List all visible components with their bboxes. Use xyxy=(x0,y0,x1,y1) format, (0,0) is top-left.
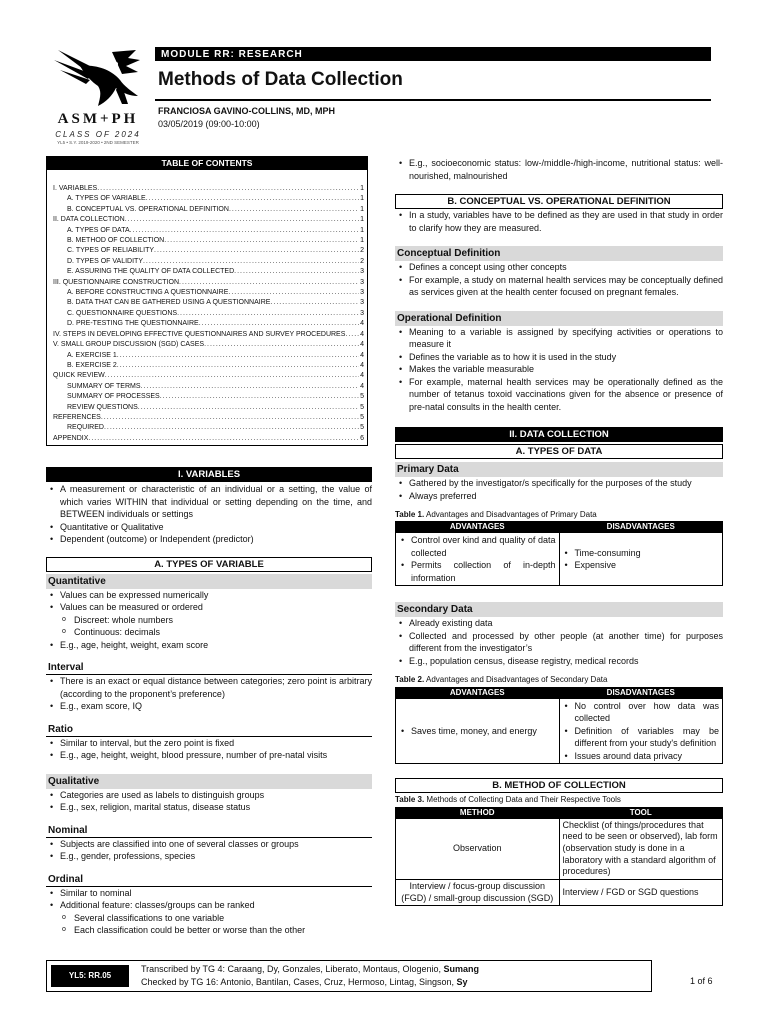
list-item: • Additional feature: classes/groups can be ranked xyxy=(60,899,372,912)
toc-entry[interactable]: REVIEW QUESTIONS ..... 5 xyxy=(53,403,364,413)
conceptual-definition-heading: Conceptual Definition xyxy=(395,246,723,261)
list-item: • Subjects are classified into one of several classes or groups xyxy=(60,838,372,851)
table-cell: Observation xyxy=(396,818,560,879)
toc-entry[interactable]: V. SMALL GROUP DISCUSSION (SGD) CASES ..... 4 xyxy=(53,340,364,350)
toc-entry[interactable]: D. PRE-TESTING THE QUESTIONNAIRE ..... 4 xyxy=(53,319,364,329)
list-item: • Saves time, money, and energy xyxy=(411,725,556,738)
list-item: o Discreet: whole numbers xyxy=(74,614,372,627)
list-item: • Quantitative or Qualitative xyxy=(60,521,372,534)
toc-entry[interactable]: APPENDIX ..... 6 xyxy=(53,434,364,444)
toc-entry[interactable]: D. TYPES OF VALIDITY ..... 2 xyxy=(53,257,364,267)
socioeconomic-example xyxy=(395,157,723,182)
title-divider xyxy=(155,99,711,101)
operational-definition-heading: Operational Definition xyxy=(395,311,723,326)
list-item: o Several classifications to one variable xyxy=(74,912,372,925)
list-item: • Gathered by the investigator/s specifically for the purposes of the study xyxy=(409,477,723,490)
toc-entry[interactable]: REFERENCES ..... 5 xyxy=(53,413,364,423)
eagle-emblem-icon xyxy=(50,46,146,112)
table-2-caption: Table 2. Advantages and Disadvantages of Secondary Data xyxy=(395,675,608,685)
logo-class-year: CLASS OF 2024 xyxy=(55,129,141,139)
list-item: • For example, maternal health services may be operationally defined as the number of tetanus toxoid vaccinations given for the absence or presence of pre-natal consults in the health center. xyxy=(409,376,723,414)
table-cell xyxy=(396,698,560,764)
table-row xyxy=(396,698,723,764)
table-header: ADVANTAGES xyxy=(396,522,560,533)
toc-entry[interactable]: III. QUESTIONNAIRE CONSTRUCTION ..... 3 xyxy=(53,278,364,288)
right-column xyxy=(395,157,723,906)
list-item: • E.g., age, height, weight, blood pressure, number of pre-natal visits xyxy=(60,749,372,762)
checkers-line: Checked by TG 16: Antonio, Bantilan, Cases, Cruz, Hermoso, Lintag, Singson, Sy xyxy=(141,977,468,987)
primary-data-list xyxy=(395,477,723,502)
list-item: • E.g., population census, disease registry, medical records xyxy=(409,655,723,668)
toc-entry[interactable]: C. TYPES OF RELIABILITY ..... 2 xyxy=(53,246,364,256)
table-row xyxy=(396,533,723,586)
table-cell: Interview / focus-group discussion (FGD) / small-group discussion (SGD) xyxy=(396,880,560,906)
list-item: • Similar to interval, but the zero point is fixed xyxy=(60,737,372,750)
page-footer xyxy=(46,960,652,992)
lecturer-name: FRANCIOSA GAVINO-COLLINS, MD, MPH xyxy=(158,106,335,116)
subsection-types-of-variable: A. TYPES OF VARIABLE xyxy=(46,557,372,572)
qualitative-heading: Qualitative xyxy=(46,774,372,789)
definition-intro-list xyxy=(395,209,723,234)
table-3-methods-and-tools xyxy=(395,807,723,907)
quantitative-list xyxy=(46,589,372,614)
table-2-secondary-data xyxy=(395,687,723,765)
table-row xyxy=(396,818,723,879)
toc-entry[interactable]: B. METHOD OF COLLECTION ..... 1 xyxy=(53,236,364,246)
toc-entry[interactable]: B. DATA THAT CAN BE GATHERED USING A QUESTIONNAIRE ..... 3 xyxy=(53,298,364,308)
list-item: • Values can be measured or ordered xyxy=(60,601,372,614)
toc-entry[interactable]: B. CONCEPTUAL VS. OPERATIONAL DEFINITION ..... 1 xyxy=(53,205,364,215)
toc-entry[interactable]: E. ASSURING THE QUALITY OF DATA COLLECTED ..... 3 xyxy=(53,267,364,277)
list-item: • Time-consuming xyxy=(575,547,720,560)
list-item: • A measurement or characteristic of an individual or a setting, the value of which varies WITHIN that individual or setting depending on the time, and BETWEEN individuals or settings xyxy=(60,483,372,521)
list-item: o Continuous: decimals xyxy=(74,626,372,639)
toc-entry[interactable]: QUICK REVIEW ..... 4 xyxy=(53,371,364,381)
secondary-data-list xyxy=(395,617,723,667)
table-header: TOOL xyxy=(559,807,723,818)
list-item: • In a study, variables have to be defined as they are used in that study in order to clarify how they are measured. xyxy=(409,209,723,234)
table-cell: Interview / FGD or SGD questions xyxy=(559,880,723,906)
nominal-list xyxy=(46,838,372,863)
class-logo xyxy=(50,46,146,158)
list-item: • Permits collection of in-depth information xyxy=(411,559,556,584)
logo-school-year: YL5 • S.Y. 2019-2020 • 2ND SEMESTER xyxy=(57,139,139,145)
table-header: DISADVANTAGES xyxy=(559,687,723,698)
list-item: • E.g., exam score, IQ xyxy=(60,700,372,713)
section-variables-heading: I. VARIABLES xyxy=(46,467,372,482)
subsection-conceptual-vs-operational: B. CONCEPTUAL VS. OPERATIONAL DEFINITION xyxy=(395,194,723,209)
table-1-caption: Table 1. Advantages and Disadvantages of Primary Data xyxy=(395,510,597,519)
list-item: • There is an exact or equal distance between categories; zero point is arbitrary (according to the proponent’s preference) xyxy=(60,675,372,700)
list-item: • No control over how data was collected xyxy=(575,700,720,725)
table-cell xyxy=(396,533,560,586)
list-item: • Defines a concept using other concepts xyxy=(409,261,723,274)
list-item: • Collected and processed by other people (at another time) for purposes different from the investigator’s xyxy=(409,630,723,655)
list-item: • Issues around data privacy xyxy=(575,750,720,763)
list-item: • For example, a study on maternal health services may be conceptually defined as services given at the health center focused on pregnant females. xyxy=(409,274,723,299)
table-row xyxy=(396,880,723,906)
list-item: o Each classification could be better or worse than the other xyxy=(74,924,372,937)
toc-title: TABLE OF CONTENTS xyxy=(47,157,367,170)
ordinal-sublist xyxy=(46,912,372,937)
list-item: • E.g., socioeconomic status: low-/middle-/high-income, nutritional status: well-nourished, malnourished xyxy=(409,157,723,182)
list-item: • Makes the variable measurable xyxy=(409,363,723,376)
toc-entry[interactable]: SUMMARY OF PROCESSES ..... 5 xyxy=(53,392,364,402)
operational-definition-list xyxy=(395,326,723,414)
toc-list xyxy=(47,170,367,444)
logo-wordmark: ASM+PH xyxy=(57,111,139,127)
list-item: • Definition of variables may be different from your study's definition xyxy=(575,725,720,750)
toc-entry[interactable]: IV. STEPS IN DEVELOPING EFFECTIVE QUESTIONNAIRES AND SURVEY PROCEDURES ..... 4 xyxy=(53,330,364,340)
quantitative-example xyxy=(46,639,372,652)
table-1-primary-data xyxy=(395,521,723,586)
list-item: • Categories are used as labels to distinguish groups xyxy=(60,789,372,802)
secondary-data-heading: Secondary Data xyxy=(395,602,723,617)
lecture-date: 03/05/2019 (09:00-10:00) xyxy=(158,119,260,129)
ordinal-heading: Ordinal xyxy=(46,873,372,887)
subsection-types-of-data: A. TYPES OF DATA xyxy=(395,444,723,459)
table-header: DISADVANTAGES xyxy=(559,522,723,533)
ratio-list xyxy=(46,737,372,762)
interval-list xyxy=(46,675,372,713)
table-header: METHOD xyxy=(396,807,560,818)
module-banner: MODULE RR: RESEARCH xyxy=(155,47,711,61)
subsection-method-of-collection: B. METHOD OF COLLECTION xyxy=(395,778,723,793)
module-code-badge: YL5: RR.05 xyxy=(51,965,129,987)
toc-entry[interactable]: A. EXERCISE 1 ..... 4 xyxy=(53,351,364,361)
quantitative-sublist xyxy=(46,614,372,639)
qualitative-list xyxy=(46,789,372,814)
list-item: • Similar to nominal xyxy=(60,887,372,900)
ratio-heading: Ratio xyxy=(46,723,372,737)
list-item: • Control over kind and quality of data collected xyxy=(411,534,556,559)
table-3-caption: Table 3. Methods of Collecting Data and Their Respective Tools xyxy=(395,795,621,805)
list-item: • Expensive xyxy=(575,559,720,572)
left-column xyxy=(46,467,372,937)
list-item: • Already existing data xyxy=(409,617,723,630)
nominal-heading: Nominal xyxy=(46,824,372,838)
table-header: ADVANTAGES xyxy=(396,687,560,698)
conceptual-definition-list xyxy=(395,261,723,299)
list-item: • E.g., age, height, weight, exam score xyxy=(60,639,372,652)
list-item: • Meaning to a variable is assigned by specifying activities or operations to measure it xyxy=(409,326,723,351)
toc-entry[interactable]: C. QUESTIONNAIRE QUESTIONS ..... 3 xyxy=(53,309,364,319)
table-cell xyxy=(559,698,723,764)
toc-entry[interactable]: II. DATA COLLECTION ..... 1 xyxy=(53,215,364,225)
section-data-collection-heading: II. DATA COLLECTION xyxy=(395,427,723,442)
toc-entry[interactable]: A. TYPES OF VARIABLE ..... 1 xyxy=(53,194,364,204)
table-of-contents xyxy=(46,156,368,446)
toc-entry[interactable]: REQUIRED ..... 5 xyxy=(53,423,364,433)
toc-entry[interactable]: A. BEFORE CONSTRUCTING A QUESTIONNAIRE ..... 3 xyxy=(53,288,364,298)
interval-heading: Interval xyxy=(46,661,372,675)
ordinal-list xyxy=(46,887,372,912)
list-item: • Dependent (outcome) or Independent (predictor) xyxy=(60,533,372,546)
transcribers-line: Transcribed by TG 4: Caraang, Dy, Gonzales, Liberato, Montaus, Ologenio, Sumang xyxy=(141,964,479,974)
list-item: • Always preferred xyxy=(409,490,723,503)
table-cell: Checklist (of things/procedures that need to be seen or observed), lab form (observation study is done in a laboratory with a standard algorithm of procedures) xyxy=(559,818,723,879)
toc-entry[interactable]: SUMMARY OF TERMS ..... 4 xyxy=(53,382,364,392)
toc-entry[interactable]: A. TYPES OF DATA ..... 1 xyxy=(53,226,364,236)
list-item: • E.g., sex, religion, marital status, disease status xyxy=(60,801,372,814)
list-item: • Defines the variable as to how it is used in the study xyxy=(409,351,723,364)
page-number: 1 of 6 xyxy=(690,976,713,986)
toc-entry[interactable]: I. VARIABLES ..... 1 xyxy=(53,184,364,194)
list-item: • E.g., gender, professions, species xyxy=(60,850,372,863)
primary-data-heading: Primary Data xyxy=(395,462,723,477)
toc-entry[interactable]: B. EXERCISE 2 ..... 4 xyxy=(53,361,364,371)
table-cell xyxy=(559,533,723,586)
variables-list xyxy=(46,483,372,546)
document-title: Methods of Data Collection xyxy=(158,69,403,90)
list-item: • Values can be expressed numerically xyxy=(60,589,372,602)
quantitative-heading: Quantitative xyxy=(46,574,372,589)
